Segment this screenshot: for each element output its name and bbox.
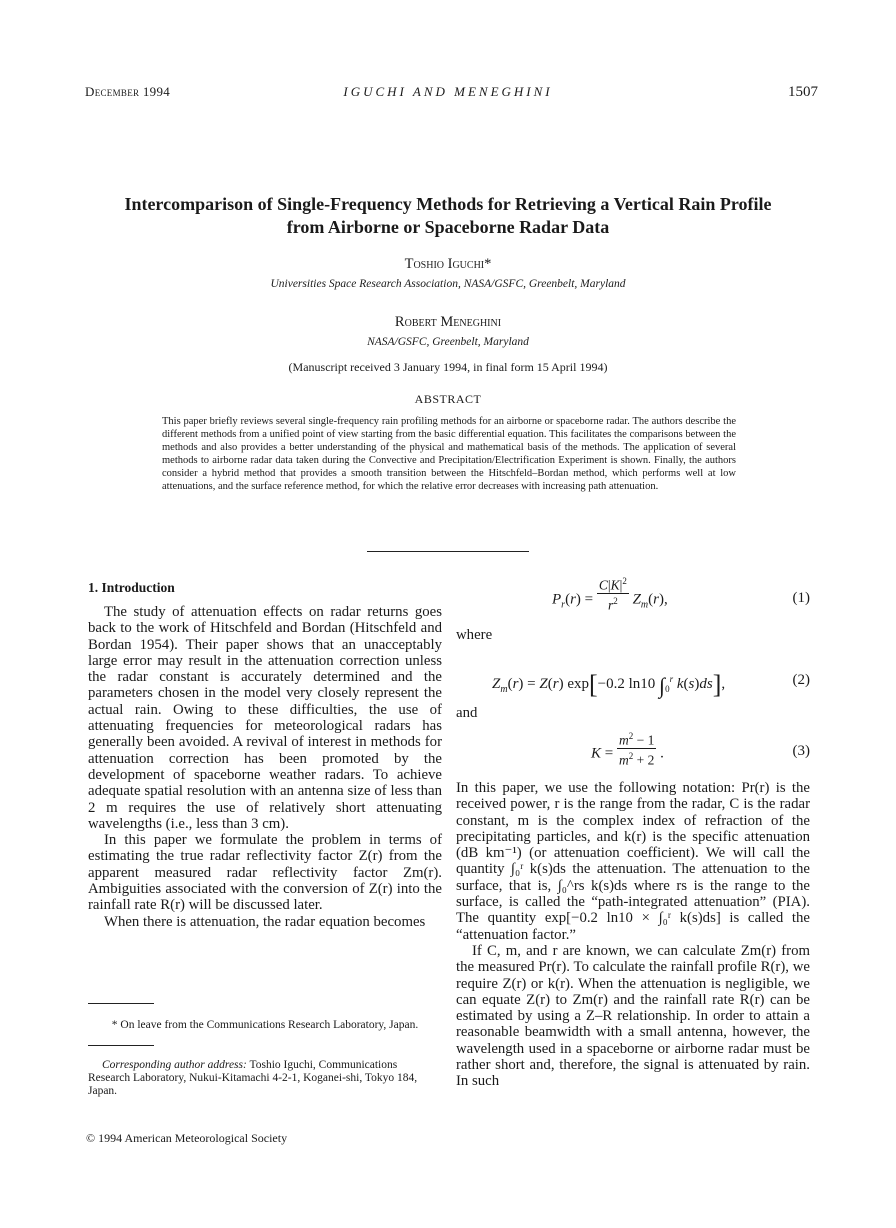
equation-3-label: (3) xyxy=(792,743,810,759)
copyright: © 1994 American Meteorological Society xyxy=(86,1131,288,1145)
manuscript-dates: (Manuscript received 3 January 1994, in final form 15 April 1994) xyxy=(288,360,608,374)
footnote-rule-2 xyxy=(88,1045,154,1046)
notation-paragraph: In this paper, we use the following notation: Pr(r) is the received power, r is the range from the radar, C is the radar constant, m is the complex index of refraction of the precipitating particles, and k(r) is the specific attenuation (dB km⁻¹) (or attenuation coefficient). We will call the quantity ∫₀ʳ k(s)ds the attenuation. The attenuation to the surface, that is, ∫₀^rs k(s)ds where rs is the range to the surface, is called the “path-integrated attenuation” (PIA). The quantity exp[−0.2 ln10 × ∫₀ʳ k(s)ds] is called the “attenuation factor.” xyxy=(456,780,810,943)
equation-1-label: (1) xyxy=(792,590,810,606)
abstract-heading: ABSTRACT xyxy=(414,392,482,406)
intro-paragraph-1: The study of attenuation effects on radar returns goes back to the work of Hitschfeld and Bordan (Hitschfeld and Bordan 1954). Their paper shows that an unacceptably large error may result in the attenuation correction unless the radar constant is accurately determined and the parameters chosen in the model very closely represent the actual rain. Owing to these difficulties, the use of attenuating frequencies for meteorological radars has generally been avoided. A revival of interest in methods for attenuation correction has been promoted by the development of spaceborne weather radars. To achieve adequate spatial resolution with an antenna size of less than 2 m requires the use of relatively short attenuating wavelengths (i.e., less than 3 cm). xyxy=(88,604,442,832)
paper-title xyxy=(80,193,816,239)
corresponding-text: Toshio Iguchi, Communications Research Laboratory, Nukui-Kitamachi 4-2-1, Koganei-shi, Tokyo 184, Japan. xyxy=(88,1059,418,1097)
title-line-1: Intercomparison of Single-Frequency Methods for Retrieving a Vertical Rain Profile xyxy=(124,194,772,214)
section-heading: 1. Introduction xyxy=(88,580,175,595)
equation-2-label: (2) xyxy=(792,672,810,688)
abstract-text: This paper briefly reviews several single-frequency rain profiling methods for an airborne or spaceborne radar. The authors describe the different methods from a unified point of view starting from the basic differential equation. This facilitates the comparisons between the methods and also provides a better understanding of the physical and mathematical basis of the methods. The application of several methods to airborne radar data taken during the Convective and Precipitation/Electrification Experiment is shown. Finally, the authors consider a hybrid method that provides a smooth transition between the Hitschfeld–Bordan method, which performs well at low attenuations, and the surface reference method, for which the relative error decreases with increasing path attenuation. xyxy=(162,416,736,492)
footnote-star: * On leave from the Communications Research Laboratory, Japan. xyxy=(111,1019,419,1031)
running-header-date: December 1994 xyxy=(85,84,171,99)
calculation-paragraph: If C, m, and r are known, we can calculate Zm(r) from the measured Pr(r). To calculate the rainfall profile R(r), we require Z(r) or k(r). When the attenuation is negligible, we can equate Z(r) to Zm(r) and the rainfall rate R(r) can be estimated by using a Z–R relationship. In order to attain a reasonable beamwidth with a small antenna, however, the wavelength used in a spaceborne or airborne radar must be rather short and, therefore, the signal is attenuated by rain. In such xyxy=(456,942,810,1090)
where-label: where xyxy=(456,627,493,643)
running-header-authors: IGUCHI AND MENEGHINI xyxy=(343,84,553,99)
title-line-2: from Airborne or Spaceborne Radar Data xyxy=(286,217,610,237)
page-number: 1507 xyxy=(788,84,818,100)
intro-paragraph-2: In this paper we formulate the problem in terms of estimating the true radar reflectivity factor Z(r) from the apparent measured radar reflectivity factor Zm(r). Ambiguities associated with the conversion of Z(r) into the rainfall rate R(r) will be discussed later. xyxy=(88,832,442,914)
equation-1: $P_r(r)$ = $\frac{C|K|^2}{r^2}$ $Z_m(r)$, (1) xyxy=(552,576,810,612)
right-column-body xyxy=(456,780,810,1090)
author-1-name: Toshio Iguchi* xyxy=(404,256,492,272)
intro-paragraph-3: When there is attenuation, the radar equation becomes xyxy=(104,913,426,930)
section-divider xyxy=(367,551,529,552)
author-2-name: Robert Meneghini xyxy=(394,314,502,330)
footnote-rule-1 xyxy=(88,1003,154,1004)
and-label: and xyxy=(456,705,478,721)
left-column-body xyxy=(88,604,442,930)
footnote-corresponding xyxy=(88,1059,442,1098)
author-1-affiliation: Universities Space Research Association, NASA/GSFC, Greenbelt, Maryland xyxy=(270,278,626,290)
equation-2: $Z_m(r) = Z(r)$ exp[−0.2 ln10 $\int_0^r$ k(s)ds], (2) xyxy=(492,670,810,699)
corresponding-label: Corresponding author address: xyxy=(102,1059,247,1071)
equation-3: K = $\frac{m^2 - 1}{m^2 + 2}$ . (3) xyxy=(591,731,810,767)
author-2-affiliation: NASA/GSFC, Greenbelt, Maryland xyxy=(367,336,529,348)
